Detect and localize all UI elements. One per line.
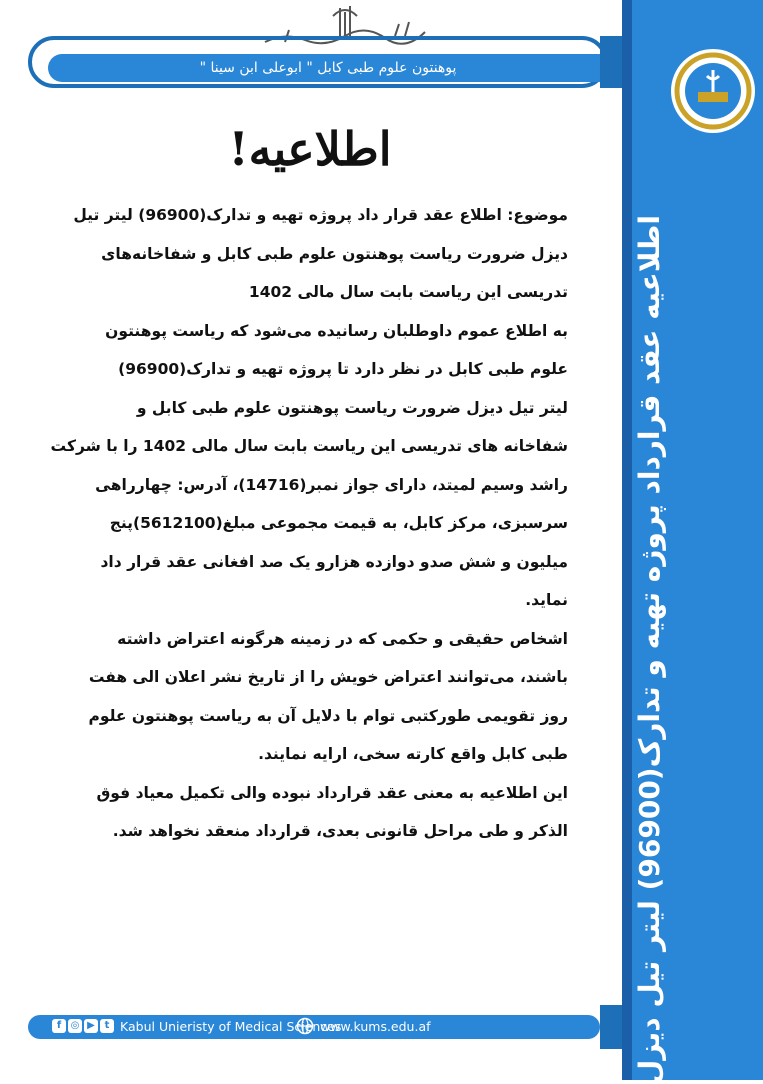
notice-line: موضوع: اطلاع عقد قرار داد پروژه تهیه و تدارک(96900) لیتر تیل xyxy=(73,206,568,224)
notice-line: این اطلاعیه به معنی عقد قرارداد نبوده والی تکمیل معیاد فوق xyxy=(96,783,568,802)
notice-line: سرسبزی، مرکز کابل، به قیمت مجموعی مبلغ(5612100)پنج xyxy=(109,514,568,532)
notice-line: شفاخانه های تدریسی این ریاست بابت سال مالی 1402 را با شرکت xyxy=(50,437,568,455)
header-tab xyxy=(600,36,622,88)
notice-title: اطلاعیه! xyxy=(228,122,392,176)
youtube-icon[interactable]: ▶ xyxy=(84,1019,98,1033)
notice-line: طبی کابل واقع کارته سخی، ارایه نمایند. xyxy=(258,745,568,763)
notice-line: نماید. xyxy=(525,591,568,609)
notice-line: علوم طبی کابل در نظر دارد تا پروژه تهیه و تدارک(96900) xyxy=(118,360,568,378)
notice-line: راشد وسیم لمیتد، دارای جواز نمبر(14716)، آدرس: چهارراهی xyxy=(95,475,568,494)
notice-line: روز تقویمی طورکتبی توام با دلایل آن به ریاست پوهنتون علوم xyxy=(88,706,568,725)
notice-line: اشخاص حقیقی و حکمی که در زمینه هرگونه اعتراض داشته xyxy=(117,629,568,648)
footer-website-link[interactable]: www.kums.edu.af xyxy=(320,1019,431,1034)
university-logo-icon xyxy=(670,48,756,134)
facebook-icon[interactable]: f xyxy=(52,1019,66,1033)
notice-line: باشند، می‌توانند اعتراض خویش را از تاریخ نشر اعلان الی هفت xyxy=(88,668,568,686)
twitter-icon[interactable]: t xyxy=(100,1019,114,1033)
notice-line: الذکر و طی مراحل قانونی بعدی، قرارداد منعقد نخواهد شد. xyxy=(112,822,568,840)
side-title: اطلاعیه عقد قرارداد پروژه تهیه و تدارک(96900) لیتر تیل دیزل xyxy=(633,215,666,1084)
footer-university-name: Kabul Unieristy of Medical Sciences xyxy=(120,1019,342,1034)
notice-line: به اطلاع عموم داوطلبان رسانیده می‌شود که ریاست پوهنتون xyxy=(105,321,568,340)
notice-body xyxy=(50,196,568,856)
header-subtitle: پوهنتون علوم طبی کابل " ابوعلی ابن سینا " xyxy=(48,54,608,82)
globe-icon xyxy=(296,1017,314,1035)
notice-line: دیزل ضرورت ریاست پوهنتون علوم طبی کابل و شفاخانه‌های xyxy=(101,244,568,263)
notice-line: تدریسی این ریاست بابت سال مالی 1402 xyxy=(248,283,568,301)
notice-line: میلیون و شش صدو دوازده هزارو یک صد افغانی عقد قرار داد xyxy=(100,552,568,571)
footer-tab xyxy=(600,1005,622,1049)
notice-line: لیتر تیل دیزل ضرورت ریاست پوهنتون علوم طبی کابل و xyxy=(136,398,568,417)
instagram-icon[interactable]: ◎ xyxy=(68,1019,82,1033)
